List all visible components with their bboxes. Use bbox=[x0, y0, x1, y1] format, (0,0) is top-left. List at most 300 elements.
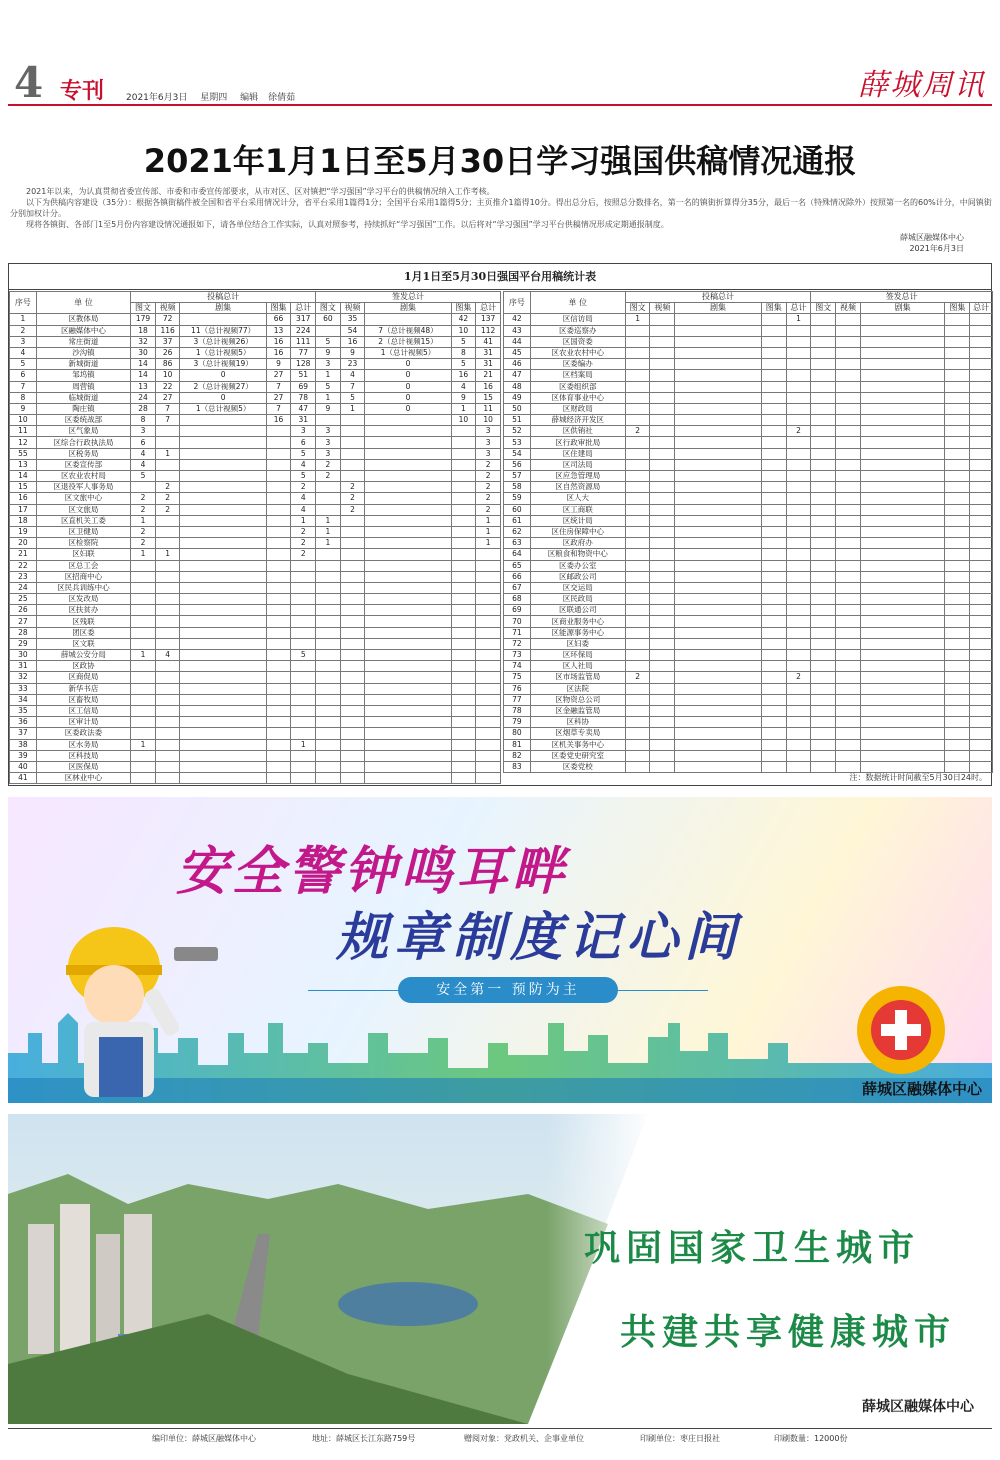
table-cell bbox=[451, 493, 476, 504]
signature bbox=[900, 232, 964, 254]
table-cell bbox=[131, 616, 156, 627]
table-row bbox=[10, 359, 501, 370]
table-cell bbox=[970, 627, 993, 638]
safety-emblem-icon bbox=[846, 983, 956, 1077]
unit-cell: 区工商联 bbox=[530, 504, 625, 515]
table-row bbox=[10, 627, 501, 638]
table-cell bbox=[625, 605, 650, 616]
unit-cell: 区卫健局 bbox=[36, 526, 130, 537]
table-cell bbox=[266, 538, 291, 549]
col-tw: 图文 bbox=[131, 303, 156, 314]
table-cell bbox=[945, 359, 970, 370]
table-row bbox=[504, 638, 993, 649]
table-cell bbox=[155, 627, 180, 638]
table-cell bbox=[625, 504, 650, 515]
table-cell: 70 bbox=[504, 616, 531, 627]
col-seq: 序号 bbox=[10, 292, 37, 314]
table-cell bbox=[365, 493, 451, 504]
table-cell: 74 bbox=[504, 661, 531, 672]
table-cell bbox=[860, 459, 945, 470]
table-cell: 69 bbox=[504, 605, 531, 616]
section-name: 专刊 bbox=[60, 79, 105, 104]
table-cell bbox=[675, 605, 762, 616]
table-cell bbox=[365, 448, 451, 459]
table-cell bbox=[180, 594, 266, 605]
table-cell bbox=[340, 683, 365, 694]
unit-cell: 周营镇 bbox=[36, 381, 130, 392]
table-cell bbox=[650, 672, 675, 683]
table-cell bbox=[625, 661, 650, 672]
table-cell bbox=[970, 650, 993, 661]
table-cell: 63 bbox=[504, 538, 531, 549]
table-cell bbox=[811, 661, 836, 672]
table-row bbox=[504, 448, 993, 459]
table-cell: 2 bbox=[340, 504, 365, 515]
table-cell: 2 bbox=[340, 482, 365, 493]
table-cell: 26 bbox=[155, 347, 180, 358]
table-cell bbox=[451, 694, 476, 705]
unit-cell: 区委宣传部 bbox=[36, 459, 130, 470]
table-cell bbox=[761, 616, 786, 627]
table-cell bbox=[860, 415, 945, 426]
table-cell bbox=[625, 448, 650, 459]
table-cell: 13 bbox=[131, 381, 156, 392]
page-number: 4 bbox=[14, 58, 44, 107]
table-cell bbox=[625, 381, 650, 392]
unit-cell: 区联通公司 bbox=[530, 605, 625, 616]
table-cell: 1 bbox=[131, 739, 156, 750]
table-row bbox=[504, 515, 993, 526]
table-cell bbox=[970, 482, 993, 493]
table-cell: 2 bbox=[155, 482, 180, 493]
table-cell bbox=[970, 359, 993, 370]
table-cell: 4 bbox=[451, 381, 476, 392]
table-row bbox=[504, 459, 993, 470]
table-cell: 7（总计视频48） bbox=[365, 325, 451, 336]
unit-cell: 区供销社 bbox=[530, 426, 625, 437]
table-cell bbox=[625, 627, 650, 638]
table-cell bbox=[761, 336, 786, 347]
col-submitted: 投稿总计 bbox=[625, 292, 811, 303]
table-cell bbox=[970, 515, 993, 526]
table-cell bbox=[451, 717, 476, 728]
table-cell: 68 bbox=[504, 594, 531, 605]
table-cell bbox=[811, 761, 836, 772]
unit-cell: 区委办公室 bbox=[530, 560, 625, 571]
table-cell bbox=[860, 739, 945, 750]
table-cell bbox=[945, 672, 970, 683]
table-row bbox=[10, 616, 501, 627]
table-cell bbox=[811, 627, 836, 638]
table-cell bbox=[860, 638, 945, 649]
safety-motto: 安全第一 预防为主 bbox=[398, 977, 618, 1003]
table-cell bbox=[811, 437, 836, 448]
table-cell bbox=[970, 448, 993, 459]
table-cell bbox=[786, 415, 811, 426]
table-cell bbox=[266, 773, 291, 784]
table-cell bbox=[970, 426, 993, 437]
table-cell: 0 bbox=[365, 370, 451, 381]
table-cell bbox=[761, 638, 786, 649]
table-cell bbox=[625, 683, 650, 694]
table-cell: 31 bbox=[291, 415, 316, 426]
table-cell bbox=[180, 459, 266, 470]
table-cell bbox=[340, 560, 365, 571]
table-cell bbox=[786, 526, 811, 537]
table-cell bbox=[155, 717, 180, 728]
table-cell bbox=[155, 605, 180, 616]
table-cell bbox=[180, 705, 266, 716]
table-cell: 1 bbox=[155, 549, 180, 560]
table-row bbox=[504, 482, 993, 493]
table-cell bbox=[131, 717, 156, 728]
table-cell bbox=[155, 560, 180, 571]
table-cell bbox=[970, 549, 993, 560]
unit-cell: 区民政局 bbox=[530, 594, 625, 605]
table-cell bbox=[836, 761, 861, 772]
health-slogan-line2: 共建共享健康城市 bbox=[620, 1312, 957, 1353]
table-cell: 1 bbox=[316, 392, 341, 403]
table-cell: 1（总计视频5） bbox=[365, 347, 451, 358]
table-cell bbox=[266, 672, 291, 683]
unit-cell: 陶庄镇 bbox=[36, 403, 130, 414]
table-cell bbox=[860, 471, 945, 482]
col-issued: 签发总计 bbox=[811, 292, 993, 303]
col-sp: 视频 bbox=[155, 303, 180, 314]
table-cell bbox=[970, 526, 993, 537]
table-cell bbox=[945, 694, 970, 705]
unit-cell: 区住房保障中心 bbox=[530, 526, 625, 537]
table-cell bbox=[650, 403, 675, 414]
table-cell bbox=[945, 616, 970, 627]
table-cell bbox=[340, 661, 365, 672]
table-cell: 1 bbox=[476, 538, 501, 549]
unit-cell: 区市场监管局 bbox=[530, 672, 625, 683]
table-cell bbox=[860, 571, 945, 582]
table-cell bbox=[945, 538, 970, 549]
table-cell bbox=[131, 750, 156, 761]
table-cell bbox=[786, 471, 811, 482]
table-cell: 112 bbox=[476, 325, 501, 336]
table-cell: 50 bbox=[504, 403, 531, 414]
table-row bbox=[504, 739, 993, 750]
table-cell bbox=[811, 694, 836, 705]
table-cell bbox=[786, 403, 811, 414]
table-cell: 27 bbox=[155, 392, 180, 403]
table-cell bbox=[761, 672, 786, 683]
table-cell bbox=[155, 471, 180, 482]
table-cell bbox=[650, 471, 675, 482]
table-cell bbox=[650, 582, 675, 593]
table-cell bbox=[860, 605, 945, 616]
unit-cell: 区残联 bbox=[36, 616, 130, 627]
table-cell: 42 bbox=[504, 314, 531, 325]
table-cell bbox=[625, 739, 650, 750]
table-cell bbox=[836, 347, 861, 358]
table-cell bbox=[970, 504, 993, 515]
table-cell bbox=[786, 325, 811, 336]
table-cell bbox=[650, 359, 675, 370]
table-cell bbox=[836, 672, 861, 683]
table-cell bbox=[451, 750, 476, 761]
table-cell: 1 bbox=[316, 370, 341, 381]
table-cell bbox=[761, 571, 786, 582]
table-cell bbox=[180, 504, 266, 515]
table-cell bbox=[180, 526, 266, 537]
table-row bbox=[504, 426, 993, 437]
table-cell: 11 bbox=[10, 426, 37, 437]
table-cell: 111 bbox=[291, 336, 316, 347]
unit-cell: 区机关事务中心 bbox=[530, 739, 625, 750]
table-cell bbox=[836, 437, 861, 448]
table-cell bbox=[970, 694, 993, 705]
table-cell bbox=[451, 426, 476, 437]
table-cell bbox=[811, 493, 836, 504]
col-jj: 剧集 bbox=[180, 303, 266, 314]
table-row bbox=[504, 661, 993, 672]
table-cell bbox=[650, 515, 675, 526]
table-cell bbox=[266, 582, 291, 593]
table-cell: 3（总计视频19） bbox=[180, 359, 266, 370]
table-cell: 4 bbox=[291, 493, 316, 504]
table-cell bbox=[675, 661, 762, 672]
table-cell bbox=[266, 728, 291, 739]
table-cell bbox=[180, 750, 266, 761]
table-cell bbox=[340, 694, 365, 705]
table-cell: 35 bbox=[10, 705, 37, 716]
table-cell bbox=[266, 526, 291, 537]
table-cell bbox=[811, 482, 836, 493]
table-cell bbox=[860, 582, 945, 593]
table-cell bbox=[786, 594, 811, 605]
safety-banner-org: 薛城区融媒体中心 bbox=[861, 1080, 982, 1098]
table-cell bbox=[860, 403, 945, 414]
table-cell bbox=[836, 638, 861, 649]
table-cell bbox=[365, 627, 451, 638]
table-cell bbox=[811, 616, 836, 627]
table-cell bbox=[451, 448, 476, 459]
table-cell bbox=[365, 560, 451, 571]
table-cell bbox=[266, 739, 291, 750]
table-cell: 5 bbox=[316, 336, 341, 347]
table-cell bbox=[811, 672, 836, 683]
table-cell bbox=[340, 448, 365, 459]
table-cell: 71 bbox=[504, 627, 531, 638]
table-cell bbox=[650, 683, 675, 694]
table-cell bbox=[650, 381, 675, 392]
table-cell: 2 bbox=[316, 471, 341, 482]
table-cell bbox=[131, 672, 156, 683]
table-cell bbox=[811, 605, 836, 616]
table-cell bbox=[650, 336, 675, 347]
table-cell bbox=[365, 549, 451, 560]
table-row bbox=[10, 582, 501, 593]
table-cell bbox=[625, 403, 650, 414]
unit-cell: 区委党校 bbox=[530, 761, 625, 772]
table-cell: 5 bbox=[451, 359, 476, 370]
table-cell bbox=[836, 750, 861, 761]
table-cell bbox=[155, 773, 180, 784]
table-cell: 6 bbox=[131, 437, 156, 448]
col-zj: 总计 bbox=[291, 303, 316, 314]
table-cell bbox=[625, 370, 650, 381]
table-cell bbox=[155, 594, 180, 605]
table-cell bbox=[155, 437, 180, 448]
col-jj: 剧集 bbox=[860, 303, 945, 314]
table-cell: 3 bbox=[316, 448, 341, 459]
stats-table bbox=[8, 263, 992, 786]
table-cell bbox=[811, 403, 836, 414]
table-cell bbox=[786, 347, 811, 358]
table-cell bbox=[365, 705, 451, 716]
table-cell: 12 bbox=[10, 437, 37, 448]
table-cell bbox=[786, 381, 811, 392]
table-cell bbox=[811, 594, 836, 605]
table-cell: 27 bbox=[266, 370, 291, 381]
table-cell bbox=[180, 694, 266, 705]
table-cell bbox=[316, 761, 341, 772]
table-cell bbox=[650, 459, 675, 470]
unit-cell: 新城街道 bbox=[36, 359, 130, 370]
table-cell bbox=[291, 750, 316, 761]
table-cell: 5 bbox=[340, 392, 365, 403]
table-cell bbox=[836, 471, 861, 482]
table-cell bbox=[761, 471, 786, 482]
table-cell bbox=[970, 459, 993, 470]
table-cell bbox=[811, 426, 836, 437]
table-cell: 81 bbox=[504, 739, 531, 750]
unit-cell: 区文旅局 bbox=[36, 504, 130, 515]
footer-quantity: 印刷数量：12000份 bbox=[774, 1434, 848, 1443]
table-cell bbox=[836, 493, 861, 504]
table-cell: 22 bbox=[155, 381, 180, 392]
table-cell bbox=[451, 549, 476, 560]
table-cell bbox=[650, 627, 675, 638]
table-row bbox=[10, 482, 501, 493]
unit-cell: 区国资委 bbox=[530, 336, 625, 347]
table-cell bbox=[945, 739, 970, 750]
col-jj: 剧集 bbox=[365, 303, 451, 314]
table-cell bbox=[365, 761, 451, 772]
table-cell bbox=[675, 728, 762, 739]
table-cell bbox=[365, 571, 451, 582]
table-cell bbox=[316, 549, 341, 560]
table-cell bbox=[266, 515, 291, 526]
table-cell bbox=[625, 761, 650, 772]
table-cell bbox=[811, 415, 836, 426]
table-cell bbox=[625, 471, 650, 482]
table-cell bbox=[836, 370, 861, 381]
table-row bbox=[10, 773, 501, 784]
table-cell bbox=[451, 650, 476, 661]
table-cell bbox=[836, 403, 861, 414]
table-cell bbox=[860, 538, 945, 549]
table-cell bbox=[476, 739, 501, 750]
table-cell bbox=[291, 694, 316, 705]
col-zj: 总计 bbox=[476, 303, 501, 314]
table-cell bbox=[786, 370, 811, 381]
table-cell: 73 bbox=[504, 650, 531, 661]
table-cell: 16 bbox=[266, 336, 291, 347]
masthead bbox=[8, 60, 992, 106]
table-cell bbox=[675, 437, 762, 448]
table-row bbox=[504, 370, 993, 381]
table-cell: 82 bbox=[504, 750, 531, 761]
table-cell bbox=[761, 426, 786, 437]
table-cell: 1 bbox=[476, 515, 501, 526]
unit-cell: 区发改局 bbox=[36, 594, 130, 605]
table-cell bbox=[155, 616, 180, 627]
table-cell bbox=[365, 672, 451, 683]
table-cell bbox=[945, 392, 970, 403]
table-cell bbox=[945, 426, 970, 437]
table-cell: 10 bbox=[10, 415, 37, 426]
table-cell bbox=[650, 661, 675, 672]
table-cell bbox=[811, 571, 836, 582]
table-cell bbox=[316, 605, 341, 616]
table-row bbox=[10, 672, 501, 683]
table-cell bbox=[786, 650, 811, 661]
table-cell bbox=[266, 594, 291, 605]
table-cell bbox=[451, 515, 476, 526]
table-cell bbox=[860, 493, 945, 504]
table-cell: 8 bbox=[451, 347, 476, 358]
col-sp: 视频 bbox=[650, 303, 675, 314]
table-cell bbox=[786, 359, 811, 370]
table-cell: 37 bbox=[155, 336, 180, 347]
table-cell bbox=[970, 415, 993, 426]
table-cell bbox=[945, 627, 970, 638]
table-cell bbox=[811, 549, 836, 560]
table-cell bbox=[970, 437, 993, 448]
table-cell bbox=[945, 504, 970, 515]
table-cell: 69 bbox=[291, 381, 316, 392]
table-cell bbox=[675, 717, 762, 728]
table-row bbox=[10, 415, 501, 426]
unit-cell: 区检察院 bbox=[36, 538, 130, 549]
table-cell bbox=[675, 594, 762, 605]
table-cell bbox=[155, 426, 180, 437]
table-cell: 59 bbox=[504, 493, 531, 504]
table-cell bbox=[836, 415, 861, 426]
intro-paragraph: 以下为供稿内容建设（35分）：根据各镇街稿件被全国和省平台采用情况计分，省平台采用1篇得1分；全国平台采用1篇得5分；主页推介1篇得10分。得出总分后，按照总分数排名，第一名的镇街折算得分35分，最后一名（特殊情况除外）按照第一名的60%计分，中间镇街分别加权计分。 bbox=[10, 198, 992, 218]
table-cell: 2（总计视频15） bbox=[365, 336, 451, 347]
table-cell bbox=[860, 381, 945, 392]
col-tw: 图文 bbox=[625, 303, 650, 314]
table-cell: 14 bbox=[131, 370, 156, 381]
table-cell bbox=[131, 594, 156, 605]
table-cell bbox=[945, 482, 970, 493]
table-cell bbox=[761, 359, 786, 370]
table-row bbox=[504, 627, 993, 638]
table-cell bbox=[945, 448, 970, 459]
table-cell bbox=[131, 560, 156, 571]
table-cell bbox=[675, 739, 762, 750]
table-cell: 32 bbox=[131, 336, 156, 347]
table-cell bbox=[365, 582, 451, 593]
table-cell: 15 bbox=[10, 482, 37, 493]
table-cell: 24 bbox=[131, 392, 156, 403]
table-cell: 3 bbox=[316, 437, 341, 448]
table-cell bbox=[625, 459, 650, 470]
table-cell bbox=[761, 717, 786, 728]
table-cell bbox=[650, 616, 675, 627]
unit-cell: 区能源事务中心 bbox=[530, 627, 625, 638]
table-cell bbox=[836, 661, 861, 672]
table-cell bbox=[131, 661, 156, 672]
table-cell: 27 bbox=[266, 392, 291, 403]
table-cell bbox=[155, 739, 180, 750]
